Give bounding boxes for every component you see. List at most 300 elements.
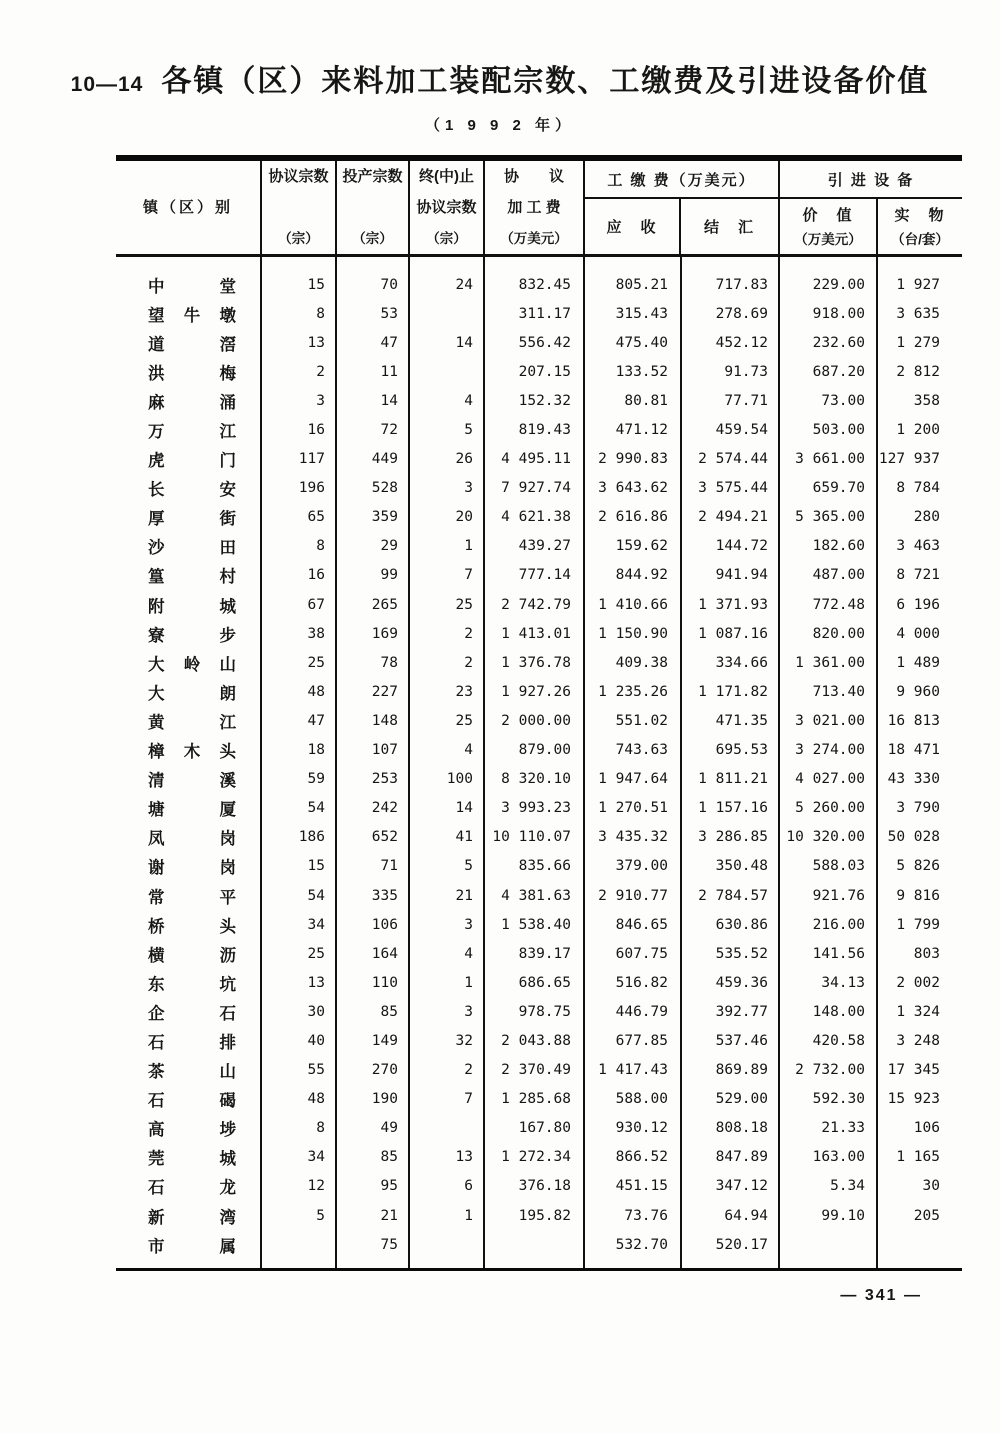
cell-equipment-units: 1 165 bbox=[896, 1149, 940, 1166]
cell-agreed-processing-fee: 1 285.68 bbox=[501, 1091, 571, 1108]
cell-equipment-value: 5 365.00 bbox=[795, 509, 865, 526]
table-row bbox=[116, 532, 962, 561]
cell-fee-settled: 869.89 bbox=[715, 1062, 768, 1079]
cell-production-count: 242 bbox=[371, 800, 398, 817]
cell-equipment-units: 8 784 bbox=[896, 480, 940, 497]
cell-terminated-count: 26 bbox=[455, 451, 473, 468]
cell-equipment-units: 43 330 bbox=[887, 771, 940, 788]
table-row bbox=[116, 445, 962, 474]
cell-equipment-units: 280 bbox=[913, 509, 940, 526]
cell-fee-settled: 64.94 bbox=[724, 1207, 768, 1224]
cell-agreed-processing-fee: 4 495.11 bbox=[501, 451, 571, 468]
cell-fee-receivable: 1 410.66 bbox=[598, 596, 668, 613]
cell-terminated-count: 25 bbox=[455, 712, 473, 729]
table-row bbox=[116, 1143, 962, 1172]
cell-equipment-units: 8 721 bbox=[896, 567, 940, 584]
cell-terminated-count: 2 bbox=[464, 654, 473, 671]
cell-town-name: 厚 街 bbox=[148, 510, 236, 529]
cell-fee-receivable: 409.38 bbox=[615, 654, 668, 671]
cell-equipment-units: 3 248 bbox=[896, 1032, 940, 1049]
cell-equipment-units: 18 471 bbox=[887, 742, 940, 759]
table-row bbox=[116, 1056, 962, 1085]
cell-equipment-units: 3 463 bbox=[896, 538, 940, 555]
cell-agreement-count: 5 bbox=[316, 1207, 325, 1224]
cell-agreed-processing-fee: 686.65 bbox=[518, 974, 571, 991]
cell-fee-receivable: 607.75 bbox=[615, 945, 668, 962]
cell-agreement-count: 13 bbox=[307, 974, 325, 991]
cell-production-count: 335 bbox=[371, 887, 398, 904]
cell-agreed-processing-fee: 195.82 bbox=[518, 1207, 571, 1224]
cell-fee-receivable: 1 150.90 bbox=[598, 625, 668, 642]
column-divider bbox=[778, 257, 780, 1268]
cell-agreement-count: 54 bbox=[307, 887, 325, 904]
table-row bbox=[116, 997, 962, 1026]
cell-town-name: 篁 村 bbox=[148, 568, 236, 587]
cell-equipment-value: 659.70 bbox=[812, 480, 865, 497]
cell-agreement-count: 3 bbox=[316, 392, 325, 409]
cell-terminated-count: 13 bbox=[455, 1149, 473, 1166]
cell-equipment-value: 820.00 bbox=[812, 625, 865, 642]
cell-equipment-value: 588.03 bbox=[812, 858, 865, 875]
cell-town-name: 高 埗 bbox=[148, 1121, 236, 1140]
cell-terminated-count: 7 bbox=[464, 567, 473, 584]
cell-fee-receivable: 1 947.64 bbox=[598, 771, 668, 788]
cell-agreed-processing-fee: 8 320.10 bbox=[501, 771, 571, 788]
cell-agreement-count: 16 bbox=[307, 567, 325, 584]
cell-fee-receivable: 133.52 bbox=[615, 363, 668, 380]
cell-fee-receivable: 80.81 bbox=[624, 392, 668, 409]
cell-equipment-value: 420.58 bbox=[812, 1032, 865, 1049]
cell-equipment-value: 687.20 bbox=[812, 363, 865, 380]
cell-town-name: 麻 涌 bbox=[148, 393, 236, 412]
cell-production-count: 21 bbox=[380, 1207, 398, 1224]
cell-town-name: 常 平 bbox=[148, 888, 236, 907]
cell-agreed-processing-fee: 311.17 bbox=[518, 305, 571, 322]
cell-production-count: 11 bbox=[380, 363, 398, 380]
cell-fee-settled: 334.66 bbox=[715, 654, 768, 671]
cell-fee-receivable: 315.43 bbox=[615, 305, 668, 322]
cell-agreed-processing-fee: 7 927.74 bbox=[501, 480, 571, 497]
cell-equipment-value: 487.00 bbox=[812, 567, 865, 584]
cell-town-name: 塘 厦 bbox=[148, 801, 236, 820]
cell-equipment-units: 6 196 bbox=[896, 596, 940, 613]
cell-production-count: 78 bbox=[380, 654, 398, 671]
cell-fee-settled: 347.12 bbox=[715, 1178, 768, 1195]
cell-agreed-processing-fee: 152.32 bbox=[518, 392, 571, 409]
cell-agreed-processing-fee: 167.80 bbox=[518, 1120, 571, 1137]
cell-agreed-processing-fee: 832.45 bbox=[518, 276, 571, 293]
cell-equipment-value: 10 320.00 bbox=[786, 829, 865, 846]
cell-fee-receivable: 532.70 bbox=[615, 1236, 668, 1253]
cell-fee-settled: 520.17 bbox=[715, 1236, 768, 1253]
cell-fee-settled: 1 157.16 bbox=[698, 800, 768, 817]
cell-terminated-count: 25 bbox=[455, 596, 473, 613]
cell-agreed-processing-fee: 839.17 bbox=[518, 945, 571, 962]
table-row bbox=[116, 299, 962, 328]
cell-terminated-count: 7 bbox=[464, 1091, 473, 1108]
cell-town-name: 凤 岗 bbox=[148, 830, 236, 849]
cell-fee-settled: 1 811.21 bbox=[698, 771, 768, 788]
cell-agreed-processing-fee: 2 000.00 bbox=[501, 712, 571, 729]
cell-town-name: 中 堂 bbox=[148, 277, 236, 296]
cell-town-name: 石 碣 bbox=[148, 1092, 236, 1111]
cell-production-count: 652 bbox=[371, 829, 398, 846]
cell-fee-settled: 2 574.44 bbox=[698, 451, 768, 468]
cell-equipment-value: 1 361.00 bbox=[795, 654, 865, 671]
cell-terminated-count: 14 bbox=[455, 334, 473, 351]
cell-equipment-units: 17 345 bbox=[887, 1062, 940, 1079]
cell-agreement-count: 12 bbox=[307, 1178, 325, 1195]
cell-town-name: 洪 梅 bbox=[148, 364, 236, 383]
cell-town-name: 石 排 bbox=[148, 1033, 236, 1052]
cell-town-name: 市 属 bbox=[148, 1237, 236, 1256]
cell-production-count: 253 bbox=[371, 771, 398, 788]
header-terminated-count: 终(中)止 协议宗数 （宗） bbox=[410, 161, 485, 254]
cell-fee-receivable: 475.40 bbox=[615, 334, 668, 351]
cell-production-count: 106 bbox=[371, 916, 398, 933]
cell-fee-receivable: 379.00 bbox=[615, 858, 668, 875]
cell-agreement-count: 25 bbox=[307, 945, 325, 962]
cell-agreed-processing-fee: 439.27 bbox=[518, 538, 571, 555]
cell-equipment-units: 358 bbox=[913, 392, 940, 409]
cell-equipment-units: 3 635 bbox=[896, 305, 940, 322]
cell-equipment-value: 229.00 bbox=[812, 276, 865, 293]
cell-agreed-processing-fee: 879.00 bbox=[518, 742, 571, 759]
cell-fee-receivable: 930.12 bbox=[615, 1120, 668, 1137]
table-row bbox=[116, 968, 962, 997]
cell-agreement-count: 47 bbox=[307, 712, 325, 729]
cell-fee-receivable: 846.65 bbox=[615, 916, 668, 933]
cell-production-count: 265 bbox=[371, 596, 398, 613]
cell-agreement-count: 186 bbox=[298, 829, 325, 846]
cell-fee-receivable: 2 616.86 bbox=[598, 509, 668, 526]
cell-fee-settled: 278.69 bbox=[715, 305, 768, 322]
cell-equipment-units: 9 816 bbox=[896, 887, 940, 904]
table-row bbox=[116, 503, 962, 532]
cell-fee-settled: 535.52 bbox=[715, 945, 768, 962]
cell-fee-receivable: 446.79 bbox=[615, 1003, 668, 1020]
header-group-processing-fee: 工 缴 费（万美元） 应 收 结 汇 bbox=[585, 161, 780, 254]
cell-terminated-count: 3 bbox=[464, 916, 473, 933]
cell-town-name: 莞 城 bbox=[148, 1150, 236, 1169]
cell-production-count: 149 bbox=[371, 1032, 398, 1049]
cell-fee-settled: 459.36 bbox=[715, 974, 768, 991]
page-title: 各镇（区）来料加工装配宗数、工缴费及引进设备价值 bbox=[161, 65, 930, 98]
cell-agreement-count: 65 bbox=[307, 509, 325, 526]
table-row bbox=[116, 765, 962, 794]
cell-fee-receivable: 588.00 bbox=[615, 1091, 668, 1108]
cell-fee-settled: 459.54 bbox=[715, 422, 768, 439]
cell-town-name: 黄 江 bbox=[148, 713, 236, 732]
cell-fee-receivable: 1 417.43 bbox=[598, 1062, 668, 1079]
table-row bbox=[116, 1114, 962, 1143]
cell-equipment-units: 1 927 bbox=[896, 276, 940, 293]
cell-production-count: 75 bbox=[380, 1236, 398, 1253]
cell-agreed-processing-fee: 3 993.23 bbox=[501, 800, 571, 817]
cell-terminated-count: 4 bbox=[464, 945, 473, 962]
cell-terminated-count: 1 bbox=[464, 1207, 473, 1224]
cell-equipment-value: 921.76 bbox=[812, 887, 865, 904]
header-fee-receivable: 应 收 bbox=[585, 199, 681, 254]
cell-terminated-count: 1 bbox=[464, 974, 473, 991]
cell-terminated-count: 4 bbox=[464, 392, 473, 409]
cell-town-name: 道 滘 bbox=[148, 335, 236, 354]
cell-agreed-processing-fee: 2 043.88 bbox=[501, 1032, 571, 1049]
subtitle-year: （1 9 9 2 年） bbox=[424, 117, 576, 134]
cell-equipment-units: 50 028 bbox=[887, 829, 940, 846]
cell-town-name: 长 安 bbox=[148, 481, 236, 500]
cell-terminated-count: 20 bbox=[455, 509, 473, 526]
cell-equipment-value: 918.00 bbox=[812, 305, 865, 322]
cell-equipment-units: 1 799 bbox=[896, 916, 940, 933]
cell-equipment-value: 5 260.00 bbox=[795, 800, 865, 817]
cell-agreement-count: 40 bbox=[307, 1032, 325, 1049]
cell-fee-receivable: 551.02 bbox=[615, 712, 668, 729]
cell-equipment-value: 182.60 bbox=[812, 538, 865, 555]
cell-fee-receivable: 3 435.32 bbox=[598, 829, 668, 846]
cell-equipment-units: 16 813 bbox=[887, 712, 940, 729]
header-fee-settled: 结 汇 bbox=[704, 219, 756, 236]
table-row bbox=[116, 619, 962, 648]
cell-agreed-processing-fee: 835.66 bbox=[518, 858, 571, 875]
cell-agreed-processing-fee: 1 376.78 bbox=[501, 654, 571, 671]
cell-fee-settled: 695.53 bbox=[715, 742, 768, 759]
cell-fee-settled: 1 371.93 bbox=[698, 596, 768, 613]
cell-agreed-processing-fee: 4 381.63 bbox=[501, 887, 571, 904]
cell-agreed-processing-fee: 819.43 bbox=[518, 422, 571, 439]
cell-fee-receivable: 1 235.26 bbox=[598, 683, 668, 700]
cell-agreed-processing-fee: 1 927.26 bbox=[501, 683, 571, 700]
table-row bbox=[116, 328, 962, 357]
cell-production-count: 70 bbox=[380, 276, 398, 293]
cell-town-name: 茶 山 bbox=[148, 1063, 236, 1082]
cell-agreement-count: 34 bbox=[307, 916, 325, 933]
cell-agreement-count: 15 bbox=[307, 276, 325, 293]
table-row bbox=[116, 1085, 962, 1114]
cell-town-name: 桥 头 bbox=[148, 917, 236, 936]
cell-fee-settled: 808.18 bbox=[715, 1120, 768, 1137]
cell-production-count: 107 bbox=[371, 742, 398, 759]
cell-terminated-count: 3 bbox=[464, 1003, 473, 1020]
cell-equipment-units: 1 200 bbox=[896, 422, 940, 439]
cell-fee-settled: 144.72 bbox=[715, 538, 768, 555]
table-row bbox=[116, 677, 962, 706]
cell-fee-receivable: 2 990.83 bbox=[598, 451, 668, 468]
cell-equipment-units: 205 bbox=[913, 1207, 940, 1224]
cell-town-name: 寮 步 bbox=[148, 626, 236, 645]
column-divider bbox=[483, 257, 485, 1268]
cell-equipment-value: 592.30 bbox=[812, 1091, 865, 1108]
cell-fee-settled: 452.12 bbox=[715, 334, 768, 351]
table-row bbox=[116, 415, 962, 444]
header-group-imported-equipment: 引 进 设 备 价 值 （万美元） 实 物 （台/套） bbox=[780, 161, 962, 254]
cell-fee-settled: 2 784.57 bbox=[698, 887, 768, 904]
cell-terminated-count: 32 bbox=[455, 1032, 473, 1049]
cell-agreed-processing-fee: 556.42 bbox=[518, 334, 571, 351]
column-divider bbox=[260, 257, 262, 1268]
cell-town-name: 附 城 bbox=[148, 597, 236, 616]
cell-production-count: 164 bbox=[371, 945, 398, 962]
column-divider bbox=[876, 257, 878, 1268]
cell-town-name: 大 朗 bbox=[148, 684, 236, 703]
cell-terminated-count: 41 bbox=[455, 829, 473, 846]
header-agreed-processing-fee: 协 议 加 工 费 （万美元） bbox=[485, 161, 585, 254]
cell-equipment-value: 713.40 bbox=[812, 683, 865, 700]
cell-agreement-count: 8 bbox=[316, 305, 325, 322]
cell-agreed-processing-fee: 1 272.34 bbox=[501, 1149, 571, 1166]
cell-town-name: 石 龙 bbox=[148, 1179, 236, 1198]
table-row bbox=[116, 852, 962, 881]
cell-agreement-count: 48 bbox=[307, 1091, 325, 1108]
cell-agreed-processing-fee: 2 742.79 bbox=[501, 596, 571, 613]
cell-equipment-value: 2 732.00 bbox=[795, 1062, 865, 1079]
column-divider bbox=[408, 257, 410, 1268]
cell-fee-settled: 392.77 bbox=[715, 1003, 768, 1020]
cell-fee-receivable: 451.15 bbox=[615, 1178, 668, 1195]
cell-production-count: 190 bbox=[371, 1091, 398, 1108]
cell-agreement-count: 16 bbox=[307, 422, 325, 439]
cell-agreement-count: 59 bbox=[307, 771, 325, 788]
cell-equipment-value: 148.00 bbox=[812, 1003, 865, 1020]
cell-fee-settled: 350.48 bbox=[715, 858, 768, 875]
cell-production-count: 53 bbox=[380, 305, 398, 322]
header-production-count: 投产宗数 （宗） bbox=[337, 161, 410, 254]
cell-fee-receivable: 866.52 bbox=[615, 1149, 668, 1166]
cell-fee-receivable: 743.63 bbox=[615, 742, 668, 759]
table-row bbox=[116, 1026, 962, 1055]
cell-fee-settled: 1 171.82 bbox=[698, 683, 768, 700]
table-row bbox=[116, 590, 962, 619]
cell-equipment-value: 163.00 bbox=[812, 1149, 865, 1166]
cell-fee-receivable: 844.92 bbox=[615, 567, 668, 584]
table-row bbox=[116, 1230, 962, 1259]
cell-town-name: 谢 岗 bbox=[148, 859, 236, 878]
cell-equipment-units: 106 bbox=[913, 1120, 940, 1137]
cell-agreed-processing-fee: 978.75 bbox=[518, 1003, 571, 1020]
cell-agreement-count: 55 bbox=[307, 1062, 325, 1079]
cell-terminated-count: 3 bbox=[464, 480, 473, 497]
cell-agreement-count: 8 bbox=[316, 1120, 325, 1137]
cell-equipment-units: 5 826 bbox=[896, 858, 940, 875]
cell-production-count: 71 bbox=[380, 858, 398, 875]
cell-terminated-count: 5 bbox=[464, 422, 473, 439]
cell-equipment-value: 141.56 bbox=[812, 945, 865, 962]
cell-equipment-value: 3 274.00 bbox=[795, 742, 865, 759]
cell-equipment-units: 2 002 bbox=[896, 974, 940, 991]
cell-fee-settled: 717.83 bbox=[715, 276, 768, 293]
cell-town-name: 企 石 bbox=[148, 1004, 236, 1023]
table-row bbox=[116, 881, 962, 910]
cell-terminated-count: 4 bbox=[464, 742, 473, 759]
cell-terminated-count: 2 bbox=[464, 1062, 473, 1079]
cell-equipment-value: 232.60 bbox=[812, 334, 865, 351]
table-row bbox=[116, 823, 962, 852]
cell-production-count: 95 bbox=[380, 1178, 398, 1195]
table-body bbox=[116, 257, 962, 1268]
table-row bbox=[116, 794, 962, 823]
cell-fee-receivable: 1 270.51 bbox=[598, 800, 668, 817]
cell-equipment-value: 4 027.00 bbox=[795, 771, 865, 788]
cell-production-count: 85 bbox=[380, 1003, 398, 1020]
cell-fee-settled: 941.94 bbox=[715, 567, 768, 584]
cell-equipment-value: 99.10 bbox=[821, 1207, 865, 1224]
cell-fee-settled: 77.71 bbox=[724, 392, 768, 409]
cell-town-name: 万 江 bbox=[148, 423, 236, 442]
cell-production-count: 49 bbox=[380, 1120, 398, 1137]
cell-fee-settled: 3 286.85 bbox=[698, 829, 768, 846]
cell-fee-settled: 529.00 bbox=[715, 1091, 768, 1108]
table-row bbox=[116, 561, 962, 590]
cell-agreed-processing-fee: 207.15 bbox=[518, 363, 571, 380]
cell-equipment-value: 34.13 bbox=[821, 974, 865, 991]
header-agreement-count: 协议宗数 （宗） bbox=[262, 161, 337, 254]
cell-equipment-units: 15 923 bbox=[887, 1091, 940, 1108]
cell-production-count: 359 bbox=[371, 509, 398, 526]
cell-terminated-count: 2 bbox=[464, 625, 473, 642]
cell-production-count: 99 bbox=[380, 567, 398, 584]
table-header bbox=[116, 161, 962, 257]
cell-production-count: 47 bbox=[380, 334, 398, 351]
column-divider bbox=[583, 257, 585, 1268]
cell-town-name: 虎 门 bbox=[148, 452, 236, 471]
cell-equipment-units: 127 937 bbox=[878, 451, 940, 468]
table-row bbox=[116, 706, 962, 735]
cell-terminated-count: 100 bbox=[446, 771, 473, 788]
table-row bbox=[116, 939, 962, 968]
cell-agreement-count: 38 bbox=[307, 625, 325, 642]
cell-equipment-units: 1 279 bbox=[896, 334, 940, 351]
table-row bbox=[116, 1172, 962, 1201]
table-number: 10—14 bbox=[70, 73, 144, 96]
cell-production-count: 270 bbox=[371, 1062, 398, 1079]
cell-fee-settled: 91.73 bbox=[724, 363, 768, 380]
cell-fee-settled: 630.86 bbox=[715, 916, 768, 933]
cell-fee-receivable: 159.62 bbox=[615, 538, 668, 555]
cell-agreed-processing-fee: 1 413.01 bbox=[501, 625, 571, 642]
cell-terminated-count: 14 bbox=[455, 800, 473, 817]
cell-agreed-processing-fee: 777.14 bbox=[518, 567, 571, 584]
cell-production-count: 110 bbox=[371, 974, 398, 991]
cell-town-name: 沙 田 bbox=[148, 539, 236, 558]
cell-equipment-units: 30 bbox=[922, 1178, 940, 1195]
cell-agreement-count: 2 bbox=[316, 363, 325, 380]
table-row bbox=[116, 357, 962, 386]
cell-fee-receivable: 471.12 bbox=[615, 422, 668, 439]
cell-agreement-count: 117 bbox=[298, 451, 325, 468]
cell-production-count: 169 bbox=[371, 625, 398, 642]
cell-town-name: 横 沥 bbox=[148, 946, 236, 965]
table-row bbox=[116, 736, 962, 765]
cell-fee-receivable: 3 643.62 bbox=[598, 480, 668, 497]
cell-agreement-count: 30 bbox=[307, 1003, 325, 1020]
cell-terminated-count: 23 bbox=[455, 683, 473, 700]
cell-equipment-units: 9 960 bbox=[896, 683, 940, 700]
cell-town-name: 望 牛 墩 bbox=[148, 306, 236, 325]
cell-equipment-value: 772.48 bbox=[812, 596, 865, 613]
cell-fee-settled: 471.35 bbox=[715, 712, 768, 729]
cell-production-count: 227 bbox=[371, 683, 398, 700]
cell-agreement-count: 13 bbox=[307, 334, 325, 351]
cell-agreement-count: 196 bbox=[298, 480, 325, 497]
table-row bbox=[116, 386, 962, 415]
cell-fee-settled: 847.89 bbox=[715, 1149, 768, 1166]
cell-equipment-value: 216.00 bbox=[812, 916, 865, 933]
table-row bbox=[116, 270, 962, 299]
cell-agreed-processing-fee: 10 110.07 bbox=[492, 829, 571, 846]
table-row bbox=[116, 1201, 962, 1230]
cell-agreed-processing-fee: 4 621.38 bbox=[501, 509, 571, 526]
page-number: — 341 — bbox=[840, 1287, 922, 1305]
